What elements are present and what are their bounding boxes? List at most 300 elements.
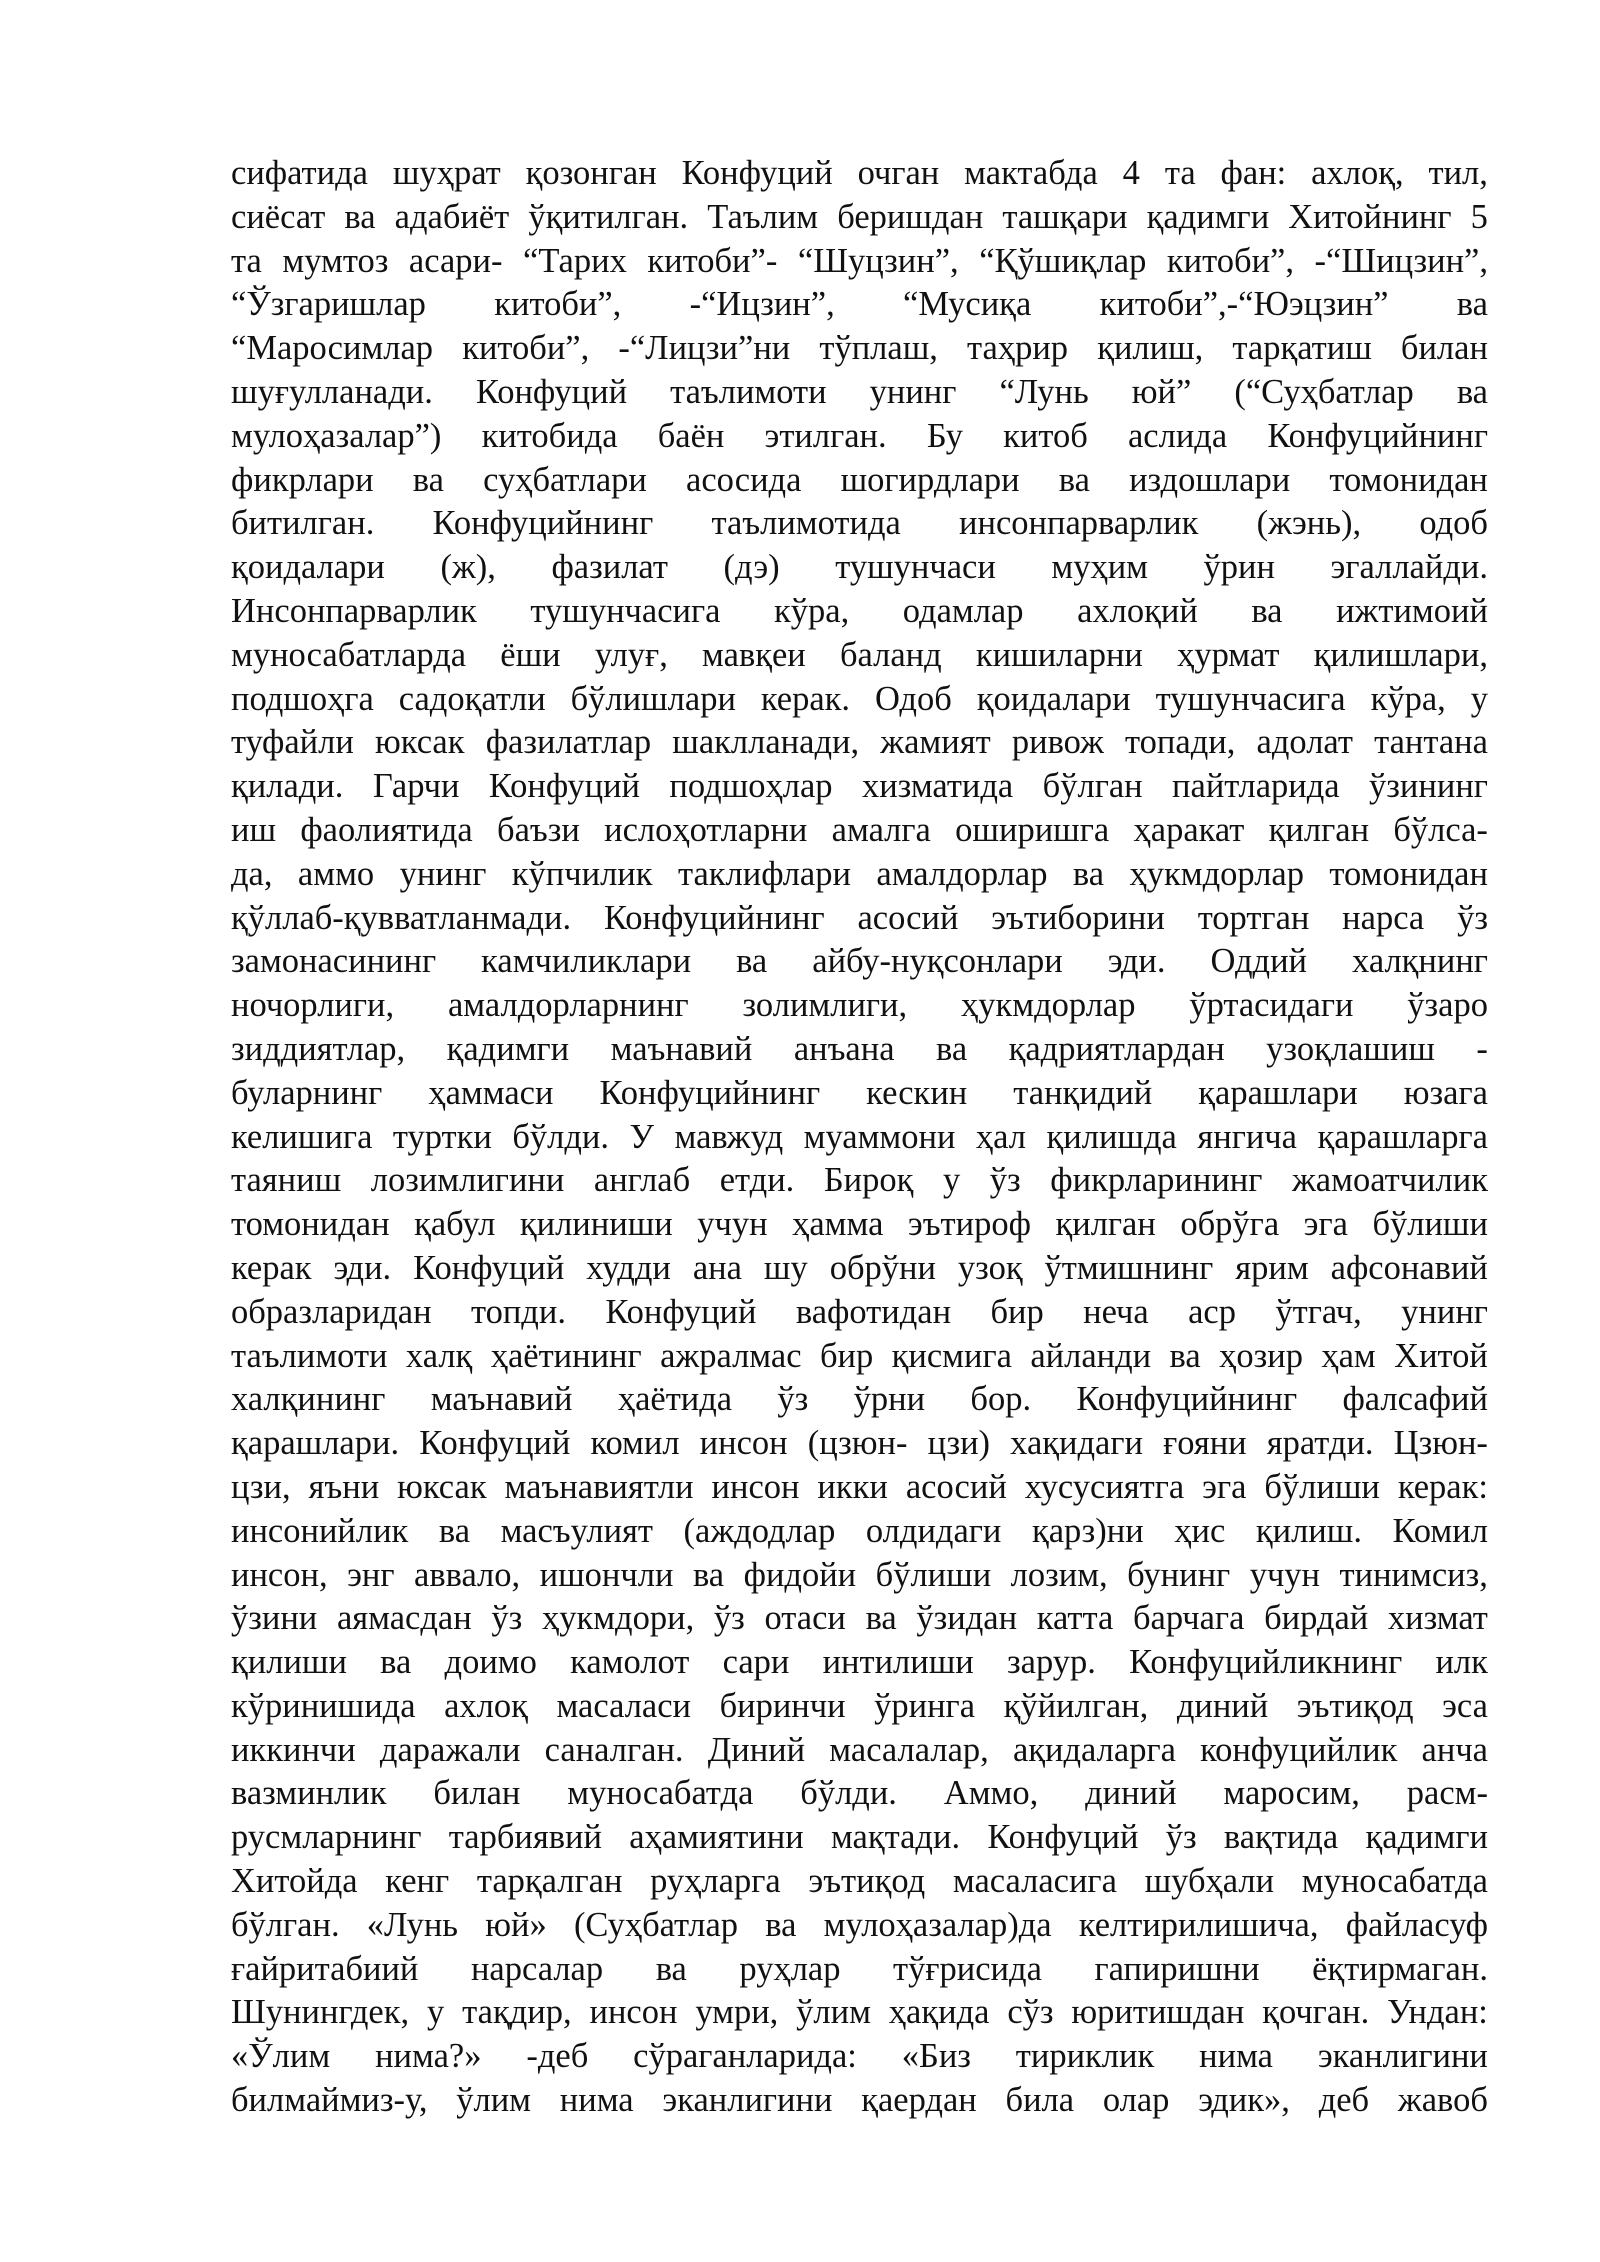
word: тўплаш, [819,329,938,368]
word: ярим [1235,1248,1309,1287]
word: билан [433,1774,521,1813]
word: китоб [1003,416,1088,455]
word: комил [590,1424,680,1463]
word: инсон, [231,1555,328,1594]
word: ва [1169,1336,1201,1375]
text-line [231,765,1488,809]
word: ўртасидаги [1189,986,1354,1025]
word: бирдай [1264,1599,1369,1638]
word: цзи, [231,1467,291,1506]
word: издошлари [1129,460,1291,499]
word: юй» [485,1905,547,1944]
word: бўлган. [231,1905,340,1944]
word: Аммо, [943,1774,1039,1813]
word: мақтади. [830,1818,961,1857]
word: асосида [686,460,802,499]
word: қабул [414,1205,496,1244]
text-line [231,1335,1488,1379]
word: қилишлари, [1313,635,1488,674]
word: кўра, [1370,679,1446,718]
word: қарашларга [1317,1117,1488,1156]
word: “Лунь [999,372,1089,411]
word: бунинг [1127,1555,1231,1594]
word: -“Лицзи”ни [618,329,791,368]
word: ҳукмдорлар [961,986,1136,1025]
word: эътиборини [991,898,1165,937]
word: эди. [333,1248,392,1287]
word: кенг [385,1862,450,1901]
word: халқининг [231,1380,386,1419]
word: томонидан [1329,854,1488,893]
word: мулоҳазалар)да [823,1905,1052,1944]
word: ва [736,942,768,981]
word: инсон [711,1467,800,1506]
word: халқнинг [1352,942,1488,981]
word: амалга [831,810,931,849]
word: мактабда [964,154,1098,192]
word: лозимлигини [370,1161,565,1200]
word: тантана [1374,723,1488,762]
text-line [231,546,1488,590]
word: сўраганларида: [633,2037,857,2076]
word: ўзидан [916,1599,1018,1638]
word: қилган [1055,1205,1156,1244]
word: англаб [593,1161,691,1200]
word: Конфуцийнинг [1267,416,1488,455]
text-line [231,1378,1488,1422]
word: ўз [989,1161,1021,1200]
word: таяниш [231,1161,342,1200]
word: у [1470,679,1488,718]
word: келишига [231,1117,373,1156]
word: баланд [839,635,942,674]
word: цзи) [927,1424,991,1463]
word: саналган. [544,1730,684,1769]
word: «Лунь [366,1905,459,1944]
word: инсон [699,1424,788,1463]
word: ахлоқий [1077,591,1198,630]
word: ислоҳотларни [604,810,808,849]
word: ҳаммаси [428,1073,554,1112]
word: нима [559,2081,634,2120]
word: шуҳрат [392,154,501,192]
word: қоидалари [976,679,1131,718]
word: Одоб [874,679,952,718]
word: юксак [397,1467,487,1506]
word: ҳаётининг [490,1336,642,1375]
text-line [231,1685,1488,1729]
word: керак: [1397,1467,1488,1506]
word: муаммони [803,1117,956,1156]
word: кўпчилик [511,854,653,893]
word: хизмат [1387,1599,1488,1638]
word: ва [865,1599,897,1638]
word: ва [1251,591,1283,630]
text-line [231,2079,1488,2123]
word: тириклик [1015,2037,1155,2076]
word: 4 [1122,154,1140,192]
word: вазминлик [231,1774,387,1813]
text-line [231,1466,1488,1510]
word: мулоҳазалар”) [231,416,442,455]
word: (дэ) [723,548,780,587]
word: била [1005,2081,1075,2120]
word: ва [412,460,444,499]
text-line [231,152,1488,196]
document-body [231,152,1488,2123]
word: беришдан [837,197,984,236]
word: (цзюн- [807,1424,908,1463]
word: масъулият [500,1511,653,1550]
word: ташқари [1002,197,1128,236]
word: файласуф [1345,1905,1488,1944]
word: расм- [1406,1774,1488,1813]
word: эга [1202,1467,1247,1506]
word: ўтмишнинг [1044,1248,1214,1287]
word: камолот [570,1643,690,1682]
word: бўлса- [1393,810,1488,849]
word: бўлиши [1264,1467,1380,1506]
word: Оддий [1210,942,1307,981]
word: Бу [926,416,964,455]
word: эканлигини [1317,2037,1488,2076]
word: Инсонпарварлик [231,591,477,630]
word: тинимсиз, [1339,1555,1488,1594]
word: ўринга [874,1686,976,1725]
word: неча [1083,1292,1149,1331]
word: айбу-нуқсонлари [812,942,1063,981]
word: узоқ [957,1248,1023,1287]
word: эгаллайди. [1330,548,1488,587]
word: барчага [1133,1599,1245,1638]
word: амалдорларнинг [447,986,689,1025]
word: анъана [793,1029,895,1068]
word: Хитойнинг [1288,197,1452,236]
word: ўз [1165,1818,1197,1857]
word: ўзаро [1407,986,1488,1025]
word: ва [692,1555,725,1594]
word: «Ўлим [231,2037,331,2076]
word: қоидалари [231,548,385,587]
word: шаклланади, [672,723,860,762]
text-line [231,1904,1488,1948]
word: эътироф [907,1205,1031,1244]
word: асари- [408,241,503,280]
word: сифатида [231,154,368,192]
word: “Тарих [523,241,627,280]
word: шуғулланади. [231,372,433,411]
text-line [231,327,1488,371]
word: олдидаги [865,1511,1002,1550]
word: ажралмас [660,1336,802,1375]
word: тўғрисида [893,1949,1042,1988]
word: ва [1058,460,1090,499]
word: (аждодлар [683,1511,836,1550]
word: узоқлашиш [1266,1029,1435,1068]
text-line [231,1203,1488,1247]
word: янгича [1197,1117,1297,1156]
word: ҳукмдорлар [1129,854,1304,893]
word: инсонийлик [231,1511,409,1550]
word: унинг [1401,1292,1488,1331]
word: қаердан [861,2081,977,2120]
word: тортган [1197,898,1310,937]
word: лозим, [1010,1555,1108,1594]
word: Конфуций [605,1292,757,1331]
word: аямасдан [336,1599,472,1638]
word: эса [1442,1686,1488,1725]
word: аввало, [414,1555,521,1594]
word: зиддиятлар, [231,1029,406,1068]
word: ҳис [1174,1511,1226,1550]
word: Цзюн- [1393,1424,1488,1463]
word: ўз [1457,898,1488,937]
text-line [231,1860,1488,1904]
word: иккинчи [231,1730,356,1769]
word: та [231,241,262,280]
word: обрўга [1180,1205,1280,1244]
word: Конфуцийнинг [1076,1380,1298,1419]
word: золимлиги, [742,986,908,1025]
word: ва [1456,285,1488,324]
word: ва [380,1643,412,1682]
word: ҳал [975,1117,1027,1156]
word: бўлиши [1372,1205,1488,1244]
word: кескин [866,1073,968,1112]
word: деб [1318,2081,1370,2120]
word: маънавий [430,1380,573,1419]
word: ҳақида [888,1993,990,2032]
word: таҳрир [967,329,1069,368]
word: қилиши [231,1643,347,1682]
word: шу [763,1248,808,1287]
word: муносабатда [1301,1862,1488,1901]
word: Конфуций [987,1818,1139,1857]
word: ёқтирмаган. [1312,1949,1488,1988]
word: топади, [1125,723,1236,762]
word: бўлиши [875,1555,992,1594]
word: “Ўзгаришлар [231,285,426,324]
word: томонидан [231,1205,390,1244]
text-line [231,196,1488,240]
word: қадриятлардан [1008,1029,1225,1068]
word: қилиниши [519,1205,673,1244]
word: юритишдан [1071,1993,1245,2032]
word: Конфуцийнинг [599,1073,821,1112]
word: даражали [379,1730,521,1769]
word: қарз)ни [1031,1511,1144,1550]
word: ва [655,1949,687,1988]
text-line [231,1116,1488,1160]
word: юксак [375,723,465,762]
text-line [231,634,1488,678]
word: тарқатиш [1232,329,1372,368]
word: эдик», [1198,2081,1290,2120]
word: етди. [719,1161,795,1200]
word: одамлар [902,591,1024,630]
word: очган [857,154,940,192]
word: тил, [1428,154,1488,192]
word: «Биз [901,2037,971,2076]
word: та [1164,154,1196,192]
word: асосий [857,898,959,937]
text-line [231,2035,1488,2079]
word: эканлигини [662,2081,833,2120]
word: фалсафий [1342,1380,1488,1419]
word: Таълим [707,197,819,236]
word: Бироқ [823,1161,914,1200]
text-line [231,590,1488,634]
word: инсонпарварлик [959,504,1199,543]
text-line [231,1247,1488,1291]
word: эътиқод [1296,1686,1414,1725]
word: руҳлар [739,1949,841,1988]
word: сиёсат [231,197,326,236]
word: диний [1085,1774,1177,1813]
word: шогирдлари [840,460,1020,499]
word: умри, [695,1993,779,2032]
word: кўринишида [231,1686,416,1725]
word: ва [344,197,376,236]
word: Хитой [1394,1336,1488,1375]
word: ҳам [1321,1336,1376,1375]
word: биринчи [719,1686,846,1725]
word: жамият [880,723,991,762]
word: 5 [1470,197,1488,236]
word: образларидан [231,1292,432,1331]
word: ва [1072,854,1105,893]
word: қадимги [446,1029,570,1068]
word: У [629,1117,654,1156]
word: кишиларни [975,635,1143,674]
word: ўз [491,1599,523,1638]
word: хақидаги [1010,1424,1143,1463]
word: керак. [760,679,851,718]
word: кўра, [774,591,850,630]
word: гапиришни [1094,1949,1260,1988]
text-line [231,1291,1488,1335]
word: вафотидан [795,1292,952,1331]
word: фикрлари [231,460,374,499]
word: жавоб [1397,2081,1488,2120]
word: ахлоқ [444,1686,528,1725]
word: Гарчи [372,767,460,806]
word: учун [1249,1555,1321,1594]
word: мумтоз [282,241,389,280]
word: ўз [777,1380,809,1419]
word: пайтларида [1172,767,1340,806]
word: қўйилган, [1003,1686,1149,1725]
word: Хитойда [231,1862,358,1901]
word: ҳурмат [1177,635,1280,674]
word: келтирилишича, [1078,1905,1319,1944]
word: ишончли [539,1555,674,1594]
text-line [231,1948,1488,1992]
word: қозонган [525,154,657,192]
word: эътиқод [808,1862,926,1901]
word: маънавий [610,1029,753,1068]
word: бир [819,1336,874,1375]
word: афсонавий [1330,1248,1488,1287]
word: да, [231,854,273,893]
word: ва [438,1511,471,1550]
word: ўлим [456,2081,531,2120]
text-line [231,809,1488,853]
word: ҳукмдори, [541,1599,695,1638]
word: китоби”- [647,241,778,280]
word: бўлди. [512,1117,610,1156]
word: фазилатлар [485,723,652,762]
word: бир [990,1292,1044,1331]
word: Конфуций [413,1248,565,1287]
word: китоби”, [462,329,590,368]
text-line [231,1729,1488,1773]
word: руҳларга [650,1862,781,1901]
word: садоқатли [398,679,546,718]
word: қочган. [1262,1993,1370,2032]
word: баъзи [497,810,580,849]
word: қилади. [231,767,344,806]
word: асосий [905,1467,1007,1506]
text-line [231,415,1488,459]
word: тарбиявий [448,1818,602,1857]
word: битилган. [231,504,375,543]
word: Диний [707,1730,806,1769]
word: этилган. [764,416,887,455]
word: подшоҳлар [669,767,833,806]
word: Конфуцийликнинг [1129,1643,1403,1682]
word: туртки [392,1117,492,1156]
word: масаласи [556,1686,692,1725]
word: ўз [713,1599,745,1638]
word: қилиш. [1255,1511,1362,1550]
word: қилишда [1046,1117,1177,1156]
word: ғайритабиий [231,1949,419,1988]
word: ёши [500,635,561,674]
word: учун [697,1205,768,1244]
word: нарсалар [470,1949,604,1988]
word: қарашлари. [231,1424,400,1463]
word: (Суҳбатлар [573,1905,739,1944]
word: фидойи [743,1555,857,1594]
word: қилган [1268,810,1370,849]
word: конфуцийлик [1200,1730,1398,1769]
word: бўлди. [800,1774,897,1813]
word: тарқалган [476,1862,623,1901]
text-line [231,371,1488,415]
word: ўлим [796,1993,871,2032]
word: ақидаларга [1012,1730,1176,1769]
word: жамоатчилик [1291,1161,1488,1200]
word: суҳбатлари [483,460,647,499]
word: аммо [297,854,375,893]
word: Конфуцийнинг [432,504,654,543]
text-line [231,459,1488,503]
word: Шунингдек, [231,1993,410,2032]
word: фазилат [551,548,668,587]
word: замонасининг [231,942,437,981]
word: Конфуций [419,1424,571,1463]
word: у [427,1993,445,2032]
word: ҳаракат [1133,810,1245,849]
word: тақдир, [462,1993,572,2032]
word: сари [722,1643,790,1682]
word: маънавиятли [504,1467,694,1506]
word: китоби”,-“Юэцзин” [1099,285,1389,324]
word: мавжуд [674,1117,784,1156]
word: ҳозир [1219,1336,1303,1375]
word: китоби”, [494,285,622,324]
